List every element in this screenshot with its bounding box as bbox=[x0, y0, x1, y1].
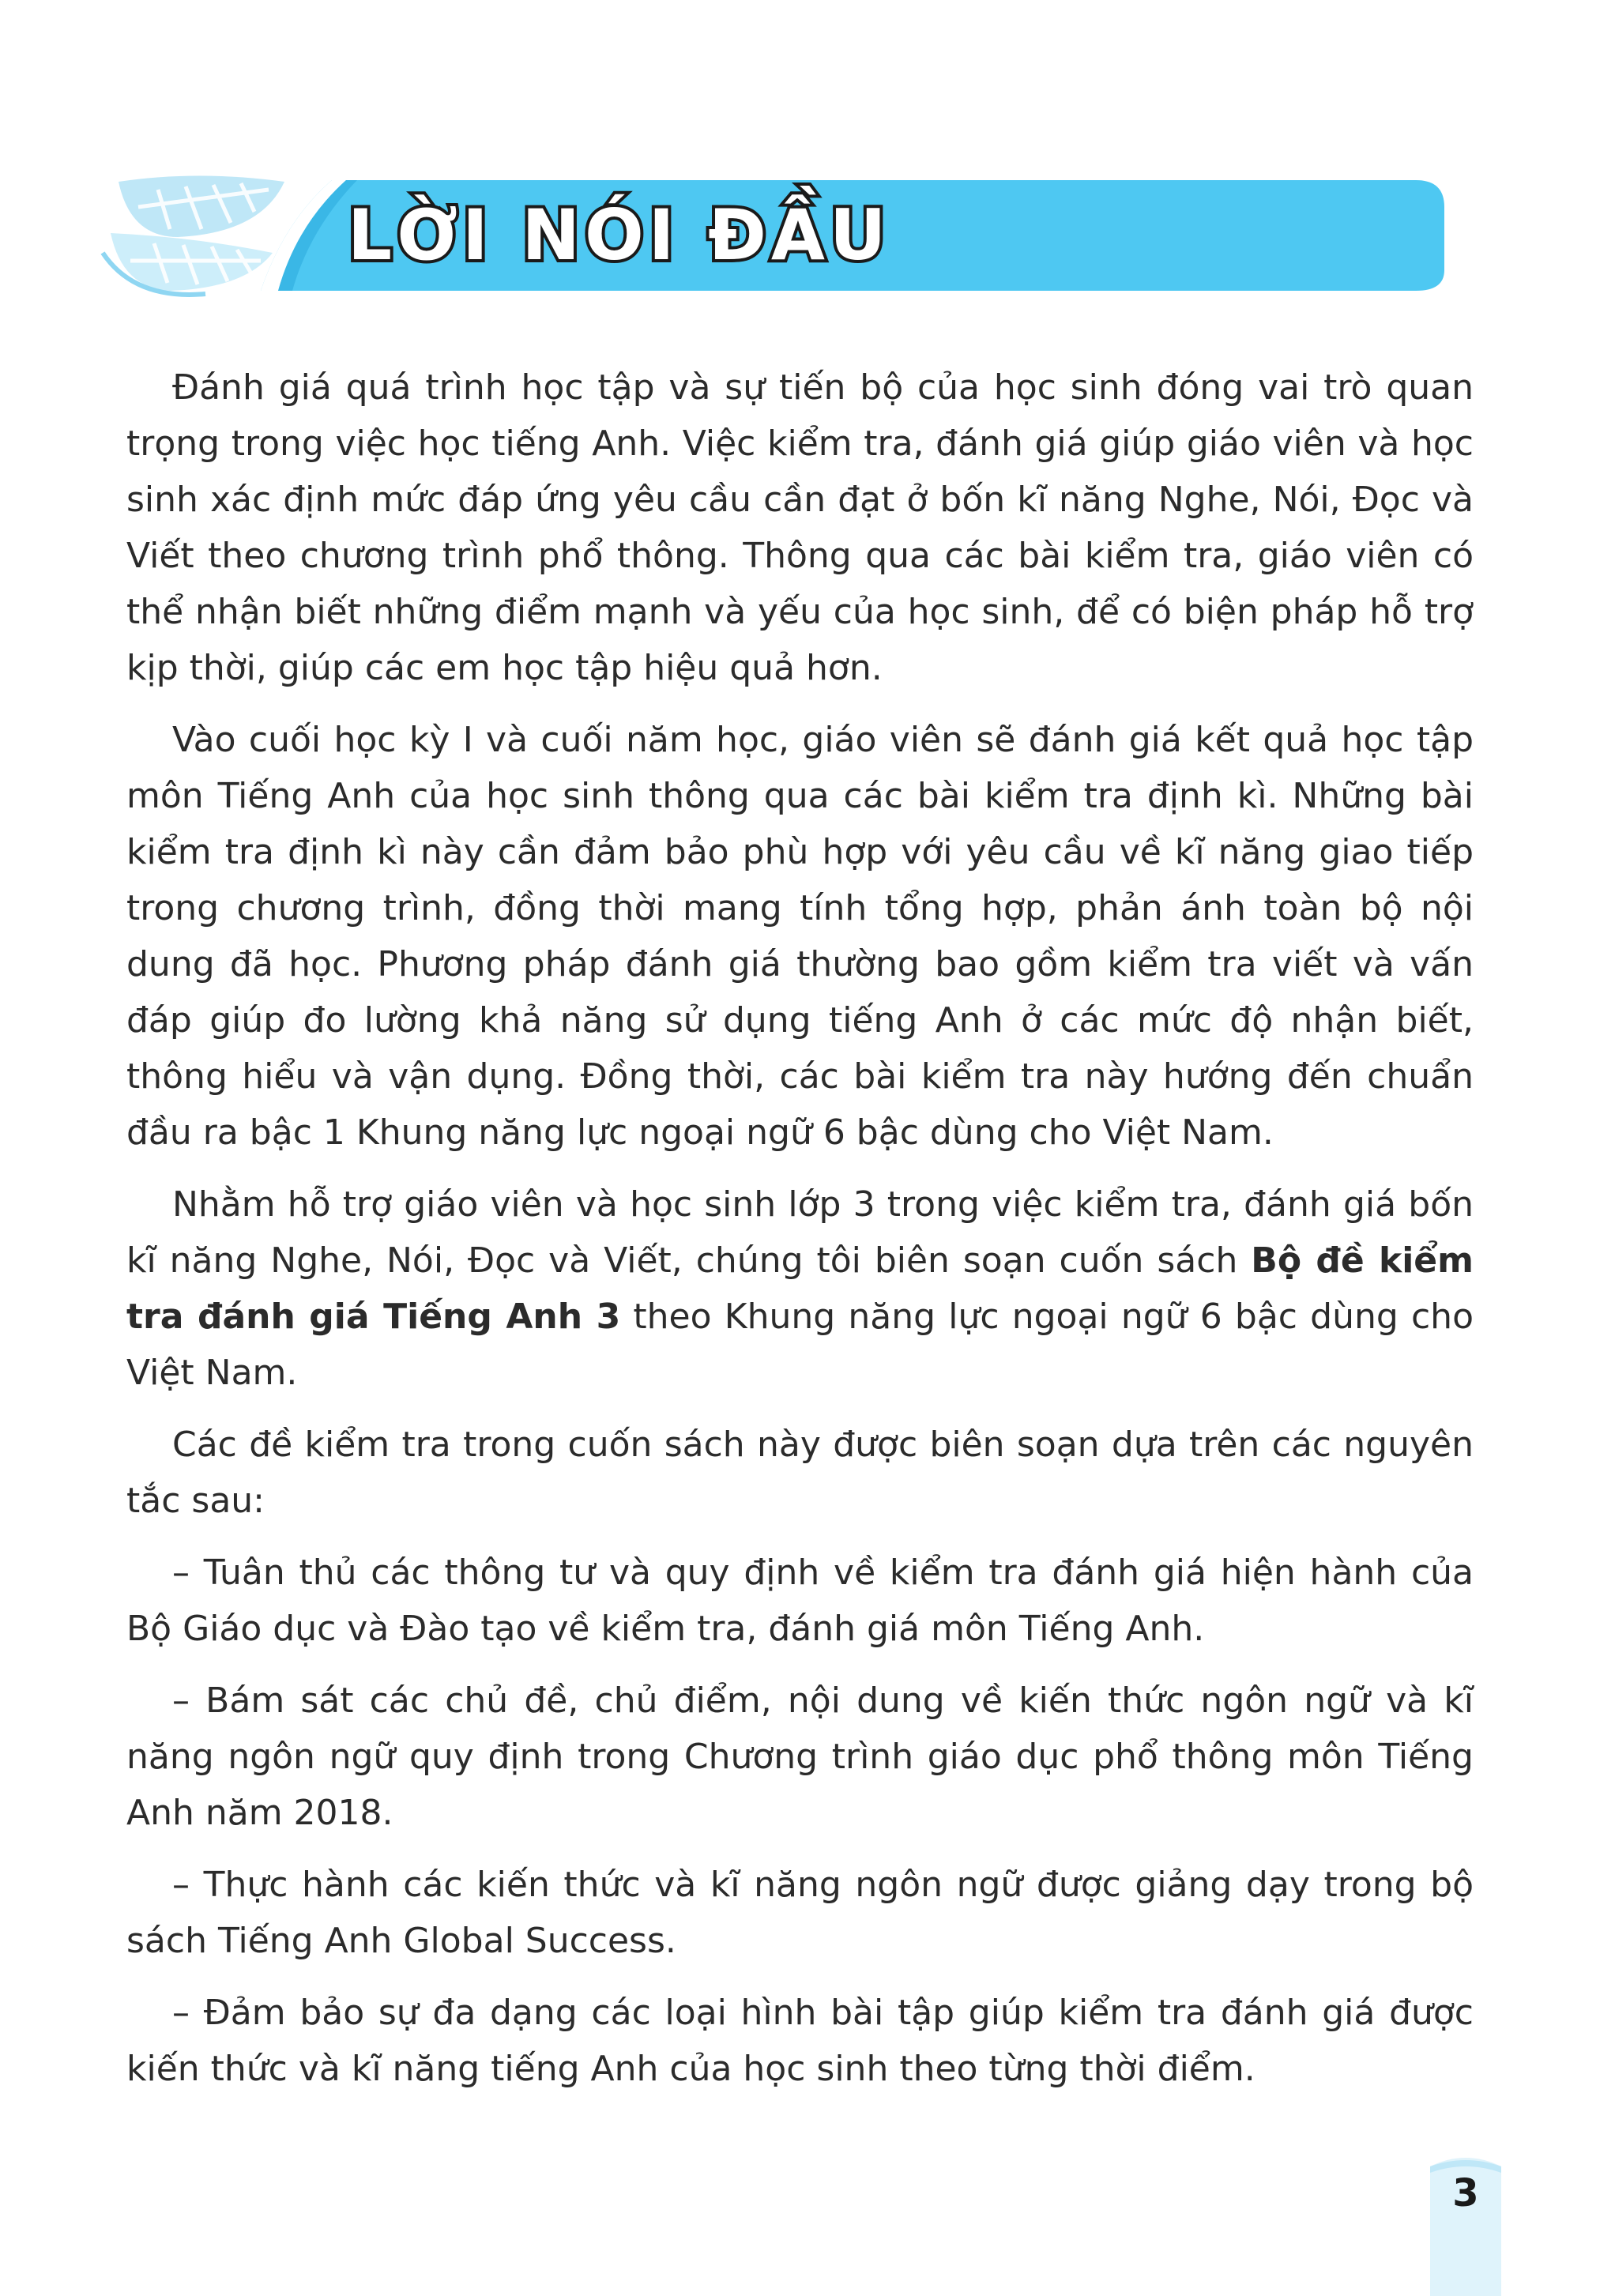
page-number: 3 bbox=[1452, 2171, 1479, 2215]
principles-intro: Các đề kiểm tra trong cuốn sách này được biên soạn dựa trên các nguyên tắc sau: bbox=[126, 1425, 1474, 1521]
principle-item: – Bám sát các chủ đề, chủ điểm, nội dung về kiến thức ngôn ngữ và kĩ năng ngôn ngữ quy định trong Chương trình giáo dục phổ thông môn Tiếng Anh năm 2018. bbox=[126, 1681, 1474, 1833]
leaf-decoration-icon bbox=[103, 176, 284, 295]
paragraph-assessment: Vào cuối học kỳ I và cuối năm học, giáo viên sẽ đánh giá kết quả học tập môn Tiếng Anh của học sinh thông qua các bài kiểm tra định kì. Những bài kiểm tra định kì này cần đảm bảo phù hợp với yêu cầu về kĩ năng giao tiếp trong chương trình, đồng thời mang tính tổng hợp, phản ánh toàn bộ nội dung đã học. Phương pháp đánh giá thường bao gồm kiểm tra viết và vấn đáp giúp đo lường khả năng sử dụng tiếng Anh ở các mức độ nhận biết, thông hiểu và vận dụng. Đồng thời, các bài kiểm tra này hướng đến chuẩn đầu ra bậc 1 Khung năng lực ngoại ngữ 6 bậc dùng cho Việt Nam. bbox=[126, 720, 1474, 1153]
paragraph-book-purpose-start: Nhằm hỗ trợ giáo viên và học sinh lớp 3 trong việc kiểm tra, đánh giá bốn kĩ năng Nghe, Nói, Đọc và Viết, chúng tôi biên soạn cuốn sách bbox=[126, 1184, 1474, 1281]
paragraph-book-purpose-end: theo Khung năng lực ngoại ngữ 6 bậc dùng cho Việt Nam. bbox=[126, 1297, 1474, 1393]
principle-item: – Thực hành các kiến thức và kĩ năng ngôn ngữ được giảng dạy trong bộ sách Tiếng Anh Global Success. bbox=[126, 1865, 1474, 1961]
page-title: LỜI NÓI ĐẦU bbox=[348, 194, 891, 276]
preface-content bbox=[126, 359, 1474, 2097]
book-title: Bộ đề kiểm tra đánh giá Tiếng Anh 3 bbox=[126, 1240, 1474, 1337]
principle-item: – Tuân thủ các thông tư và quy định về kiểm tra đánh giá hiện hành của Bộ Giáo dục và Đào tạo về kiểm tra, đánh giá môn Tiếng Anh. bbox=[126, 1553, 1474, 1649]
paragraph-book-purpose bbox=[126, 1176, 1474, 1401]
paragraph-intro: Đánh giá quá trình học tập và sự tiến bộ của học sinh đóng vai trò quan trọng trong việc học tiếng Anh. Việc kiểm tra, đánh giá giúp giáo viên và học sinh xác định mức đáp ứng yêu cầu cần đạt ở bốn kĩ năng Nghe, Nói, Đọc và Viết theo chương trình phổ thông. Thông qua các bài kiểm tra, giáo viên có thể nhận biết những điểm mạnh và yếu của học sinh, để có biện pháp hỗ trợ kịp thời, giúp các em học tập hiệu quả hơn. bbox=[126, 367, 1474, 688]
principle-item: – Đảm bảo sự đa dạng các loại hình bài tập giúp kiểm tra đánh giá được kiến thức và kĩ năng tiếng Anh của học sinh theo từng thời điểm. bbox=[126, 1993, 1474, 2089]
